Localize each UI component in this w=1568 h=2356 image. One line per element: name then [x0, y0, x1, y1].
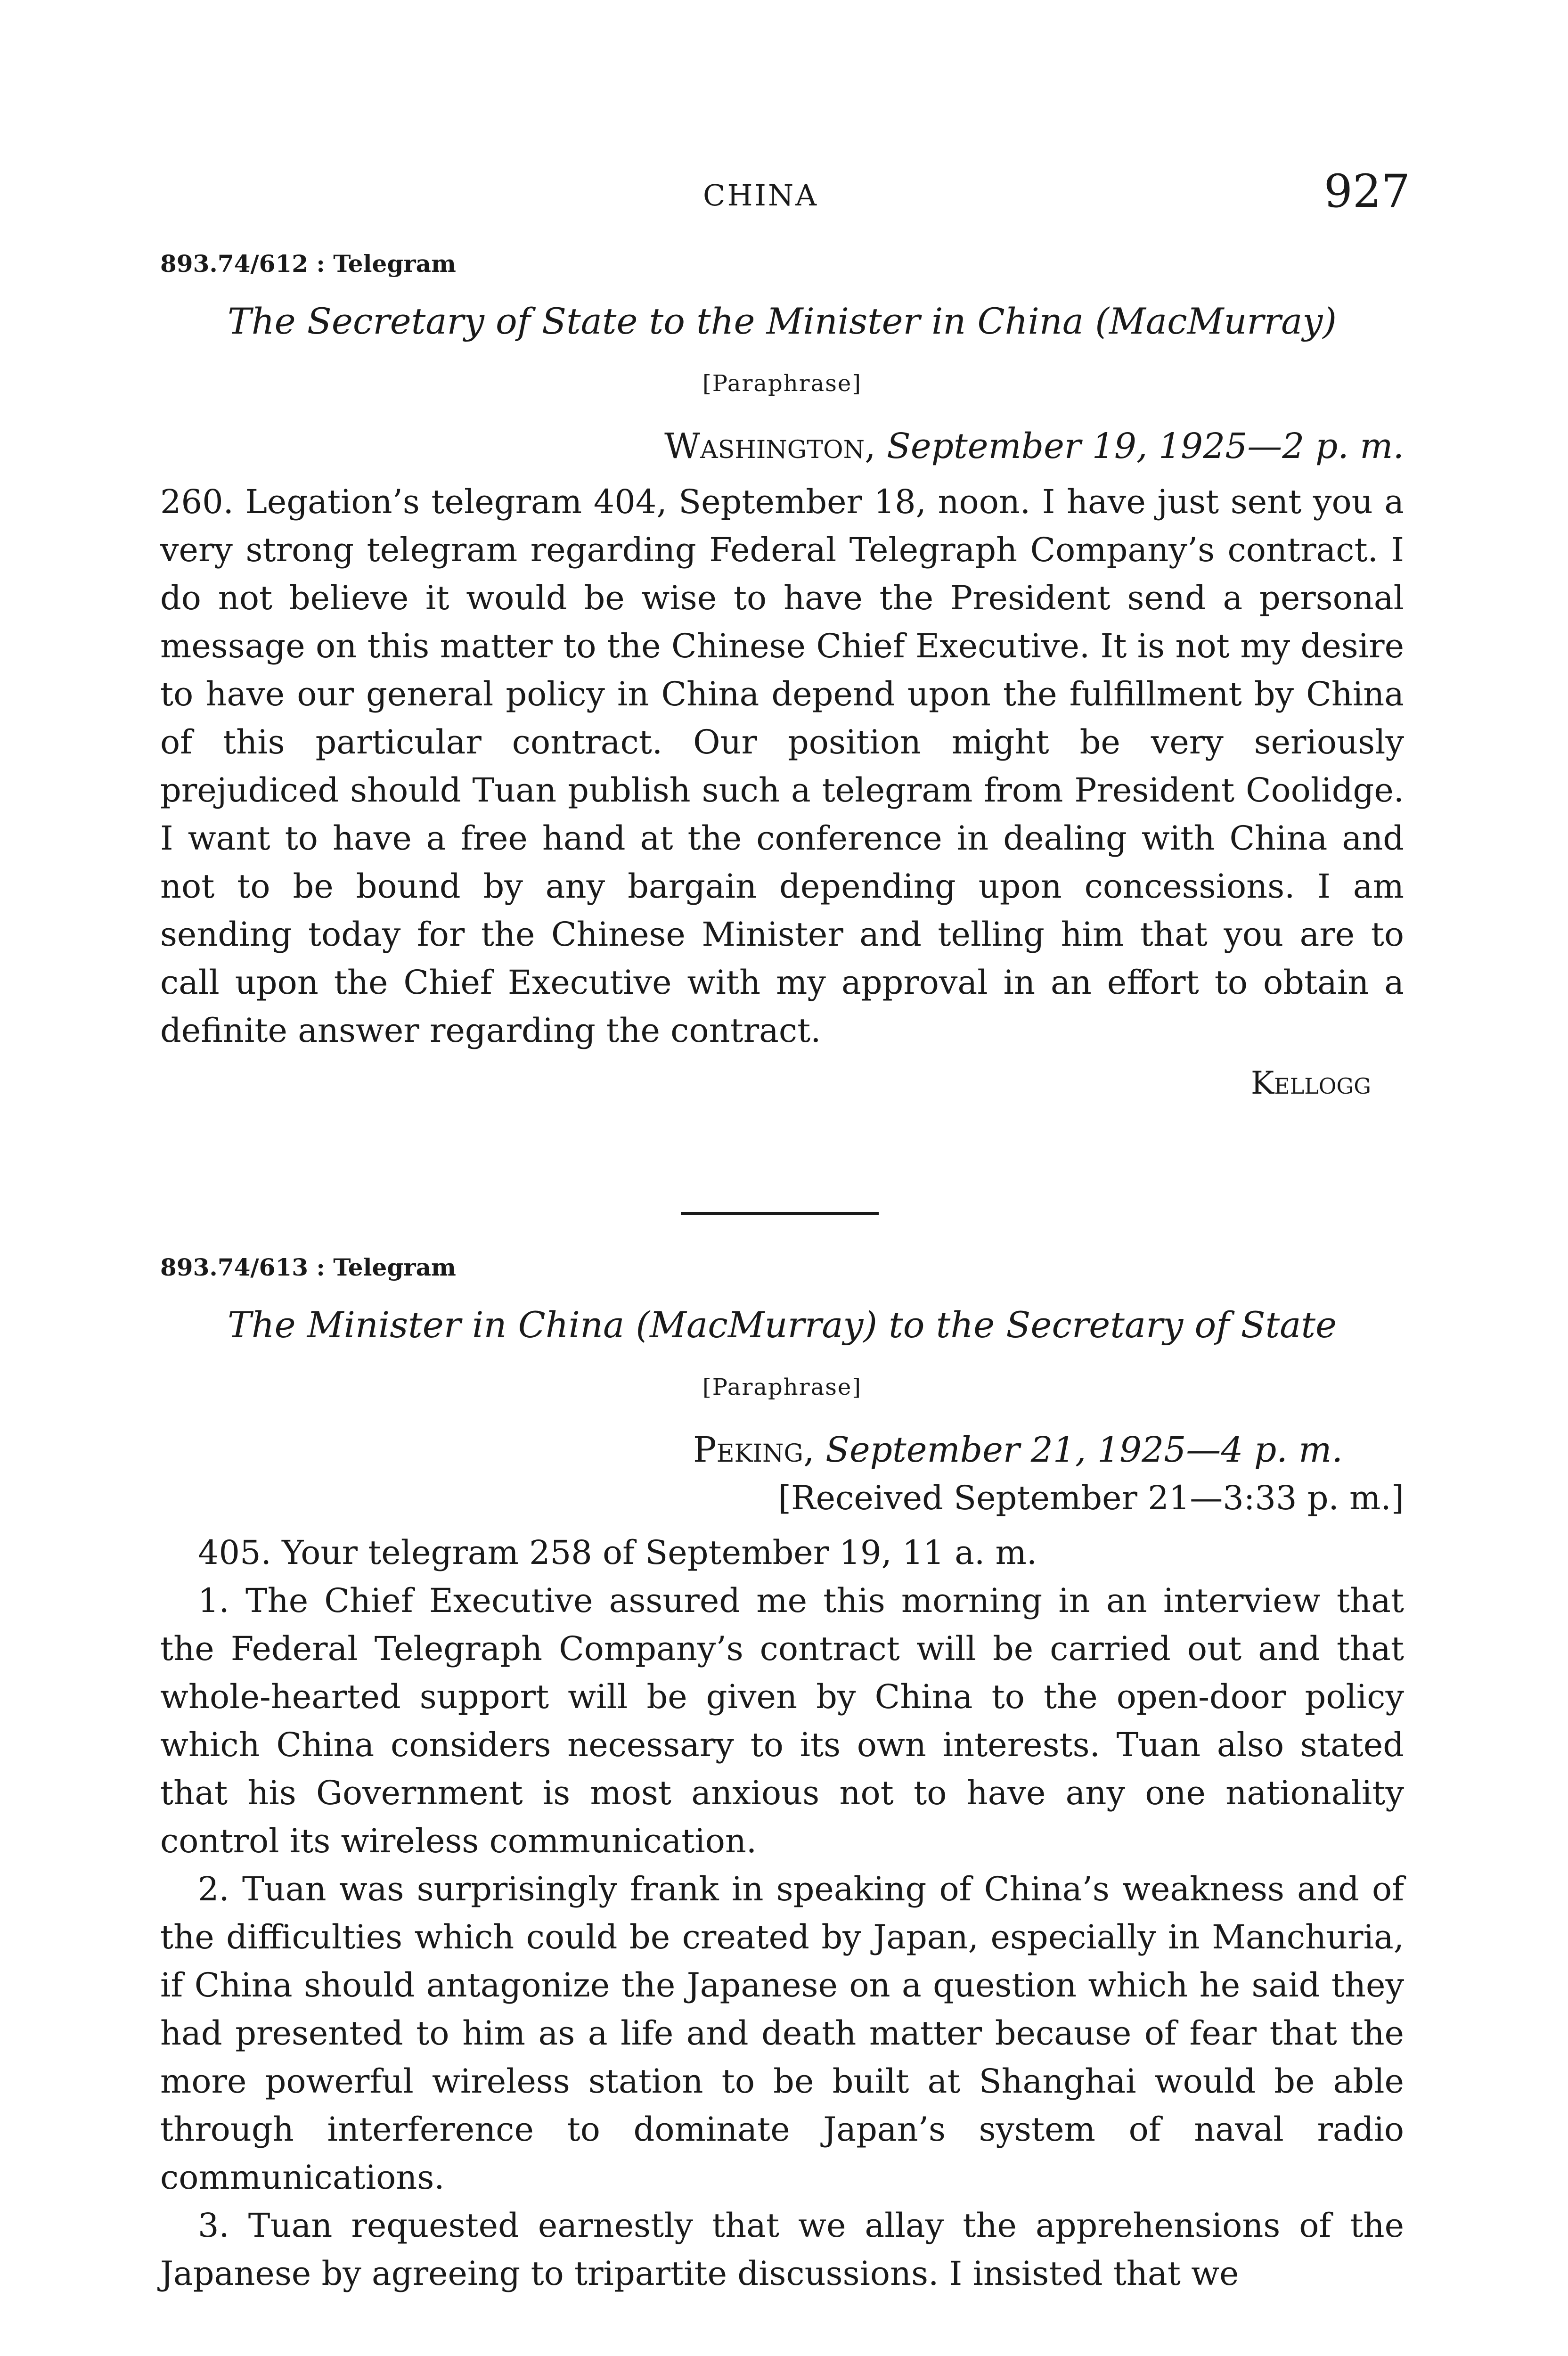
dateline-place: Peking,: [693, 1430, 815, 1470]
received-note: [Received September 21—3:33 p. m.]: [778, 1479, 1404, 1517]
dateline: [160, 426, 1404, 466]
dateline-date: September 19, 1925—2 p. m.: [887, 426, 1404, 466]
document-2: [160, 1253, 1404, 2298]
paraphrase-note: [Paraphrase]: [702, 1374, 862, 1400]
section-divider: [681, 1212, 879, 1215]
document-title: The Secretary of State to the Minister in China (MacMurray): [228, 300, 1337, 342]
document-title: The Minister in China (MacMurray) to the Secretary of State: [228, 1304, 1337, 1346]
file-reference: 893.74/613 : Telegram: [160, 1253, 456, 1281]
paraphrase-note: [Paraphrase]: [702, 370, 862, 397]
body-paragraph: 1. The Chief Executive assured me this morning in an interview that the Federal Telegraph Company’s contract will be carried out and that whole-hearted support will be given by China to the open-door policy which China considers necessary to its own interests. Tuan also stated that his Government is most anxious not to have any one nationality control its wireless communication.: [160, 1581, 1404, 1860]
signature: Kellogg: [1250, 1065, 1371, 1101]
running-head-title: CHINA: [703, 178, 819, 213]
body-paragraph: 3. Tuan requested earnestly that we allay the apprehensions of the Japanese by agreeing to tripartite discussions. I insisted that we: [160, 2206, 1404, 2293]
running-head: [0, 165, 1568, 221]
body-paragraph: 260. Legation’s telegram 404, September 18, noon. I have just sent you a very strong telegram regarding Federal Telegraph Company’s contract. I do not believe it would be wise to have the President send a personal message on this matter to the Chinese Chief Executive. It is not my desire to have our general policy in China depend upon the fulfillment by China of this particular contract. Our position might be very seriously prejudiced should Tuan publish such a telegram from President Coolidge. I want to have a free hand at the conference in dealing with China and not to be bound by any bargain depending upon concessions. I am sending today for the Chinese Minister and telling him that you are to call upon the Chief Executive with my approval in an effort to obtain a definite answer regarding the contract.: [160, 483, 1404, 1050]
file-reference: 893.74/612 : Telegram: [160, 250, 456, 278]
dateline-place: Washington,: [664, 426, 876, 466]
dateline: [160, 1430, 1404, 1470]
page-number: 927: [1323, 165, 1410, 218]
dateline-date: September 21, 1925—4 p. m.: [825, 1430, 1343, 1470]
document-1: [160, 250, 1404, 1101]
body-paragraph: 405. Your telegram 258 of September 19, 11 a. m.: [198, 1533, 1037, 1572]
body-paragraph: 2. Tuan was surprisingly frank in speaking of China’s weakness and of the difficulties which could be created by Japan, especially in Manchuria, if China should antagonize the Japanese on a question which he said they had presented to him as a life and death matter because of fear that the more powerful wireless station to be built at Shanghai would be able through interference to dominate Japan’s system of naval radio communications.: [160, 1870, 1404, 2197]
